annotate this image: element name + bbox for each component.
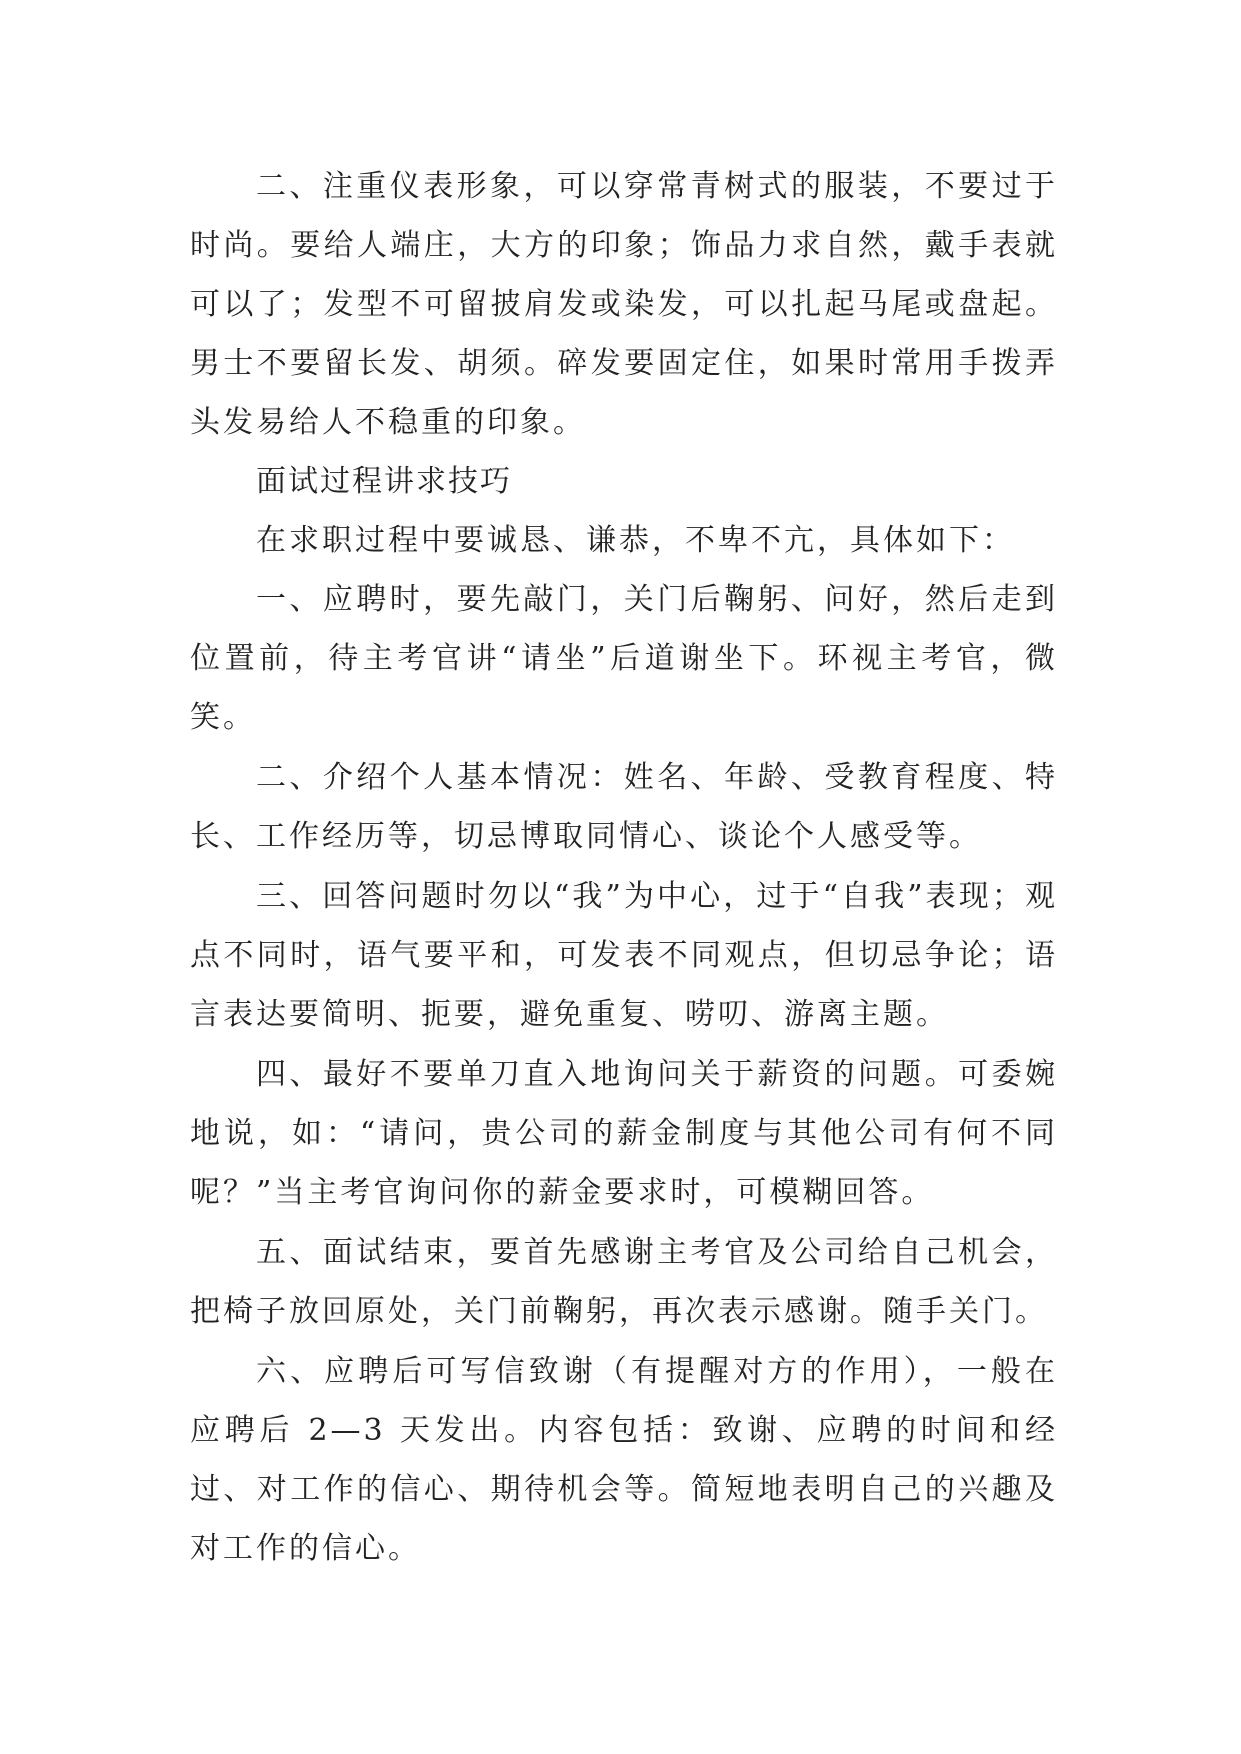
- paragraph-step-5: 五、面试结束，要首先感谢主考官及公司给自己机会，把椅子放回原处，关门前鞠躬，再次表示感谢。随手关门。: [190, 1235, 1058, 1329]
- paragraph-step-3: 三、回答问题时勿以“我”为中心，过于“自我”表现；观点不同时，语气要平和，可发表不同观点，但切忌争论；语言表达要简明、扼要，避免重复、唠叨、游离主题。: [190, 879, 1058, 1032]
- paragraph-step-1: 一、应聘时，要先敲门，关门后鞠躬、问好，然后走到位置前，待主考官讲“请坐”后道谢坐下。环视主考官，微笑。: [190, 582, 1058, 735]
- section-heading: 面试过程讲求技巧: [256, 464, 512, 499]
- document-body: [190, 157, 1058, 1578]
- paragraph-appearance: 二、注重仪表形象，可以穿常青树式的服装，不要过于时尚。要给人端庄，大方的印象；饰品力求自然，戴手表就可以了；发型不可留披肩发或染发，可以扎起马尾或盘起。男士不要留长发、胡须。碎发要固定住，如果时常用手拨弄头发易给人不稳重的印象。: [190, 169, 1058, 440]
- paragraph-intro: 在求职过程中要诚恳、谦恭，不卑不亢，具体如下：: [256, 523, 1015, 558]
- paragraph-step-2: 二、介绍个人基本情况：姓名、年龄、受教育程度、特长、工作经历等，切忌博取同情心、谈论个人感受等。: [190, 760, 1058, 854]
- paragraph-step-4: 四、最好不要单刀直入地询问关于薪资的问题。可委婉地说，如：“请问，贵公司的薪金制度与其他公司有何不同呢？”当主考官询问你的薪金要求时，可模糊回答。: [190, 1057, 1058, 1210]
- paragraph-step-6: 六、应聘后可写信致谢（有提醒对方的作用），一般在应聘后 2—3 天发出。内容包括：致谢、应聘的时间和经过、对工作的信心、期待机会等。简短地表明自己的兴趣及对工作的信心。: [190, 1354, 1058, 1566]
